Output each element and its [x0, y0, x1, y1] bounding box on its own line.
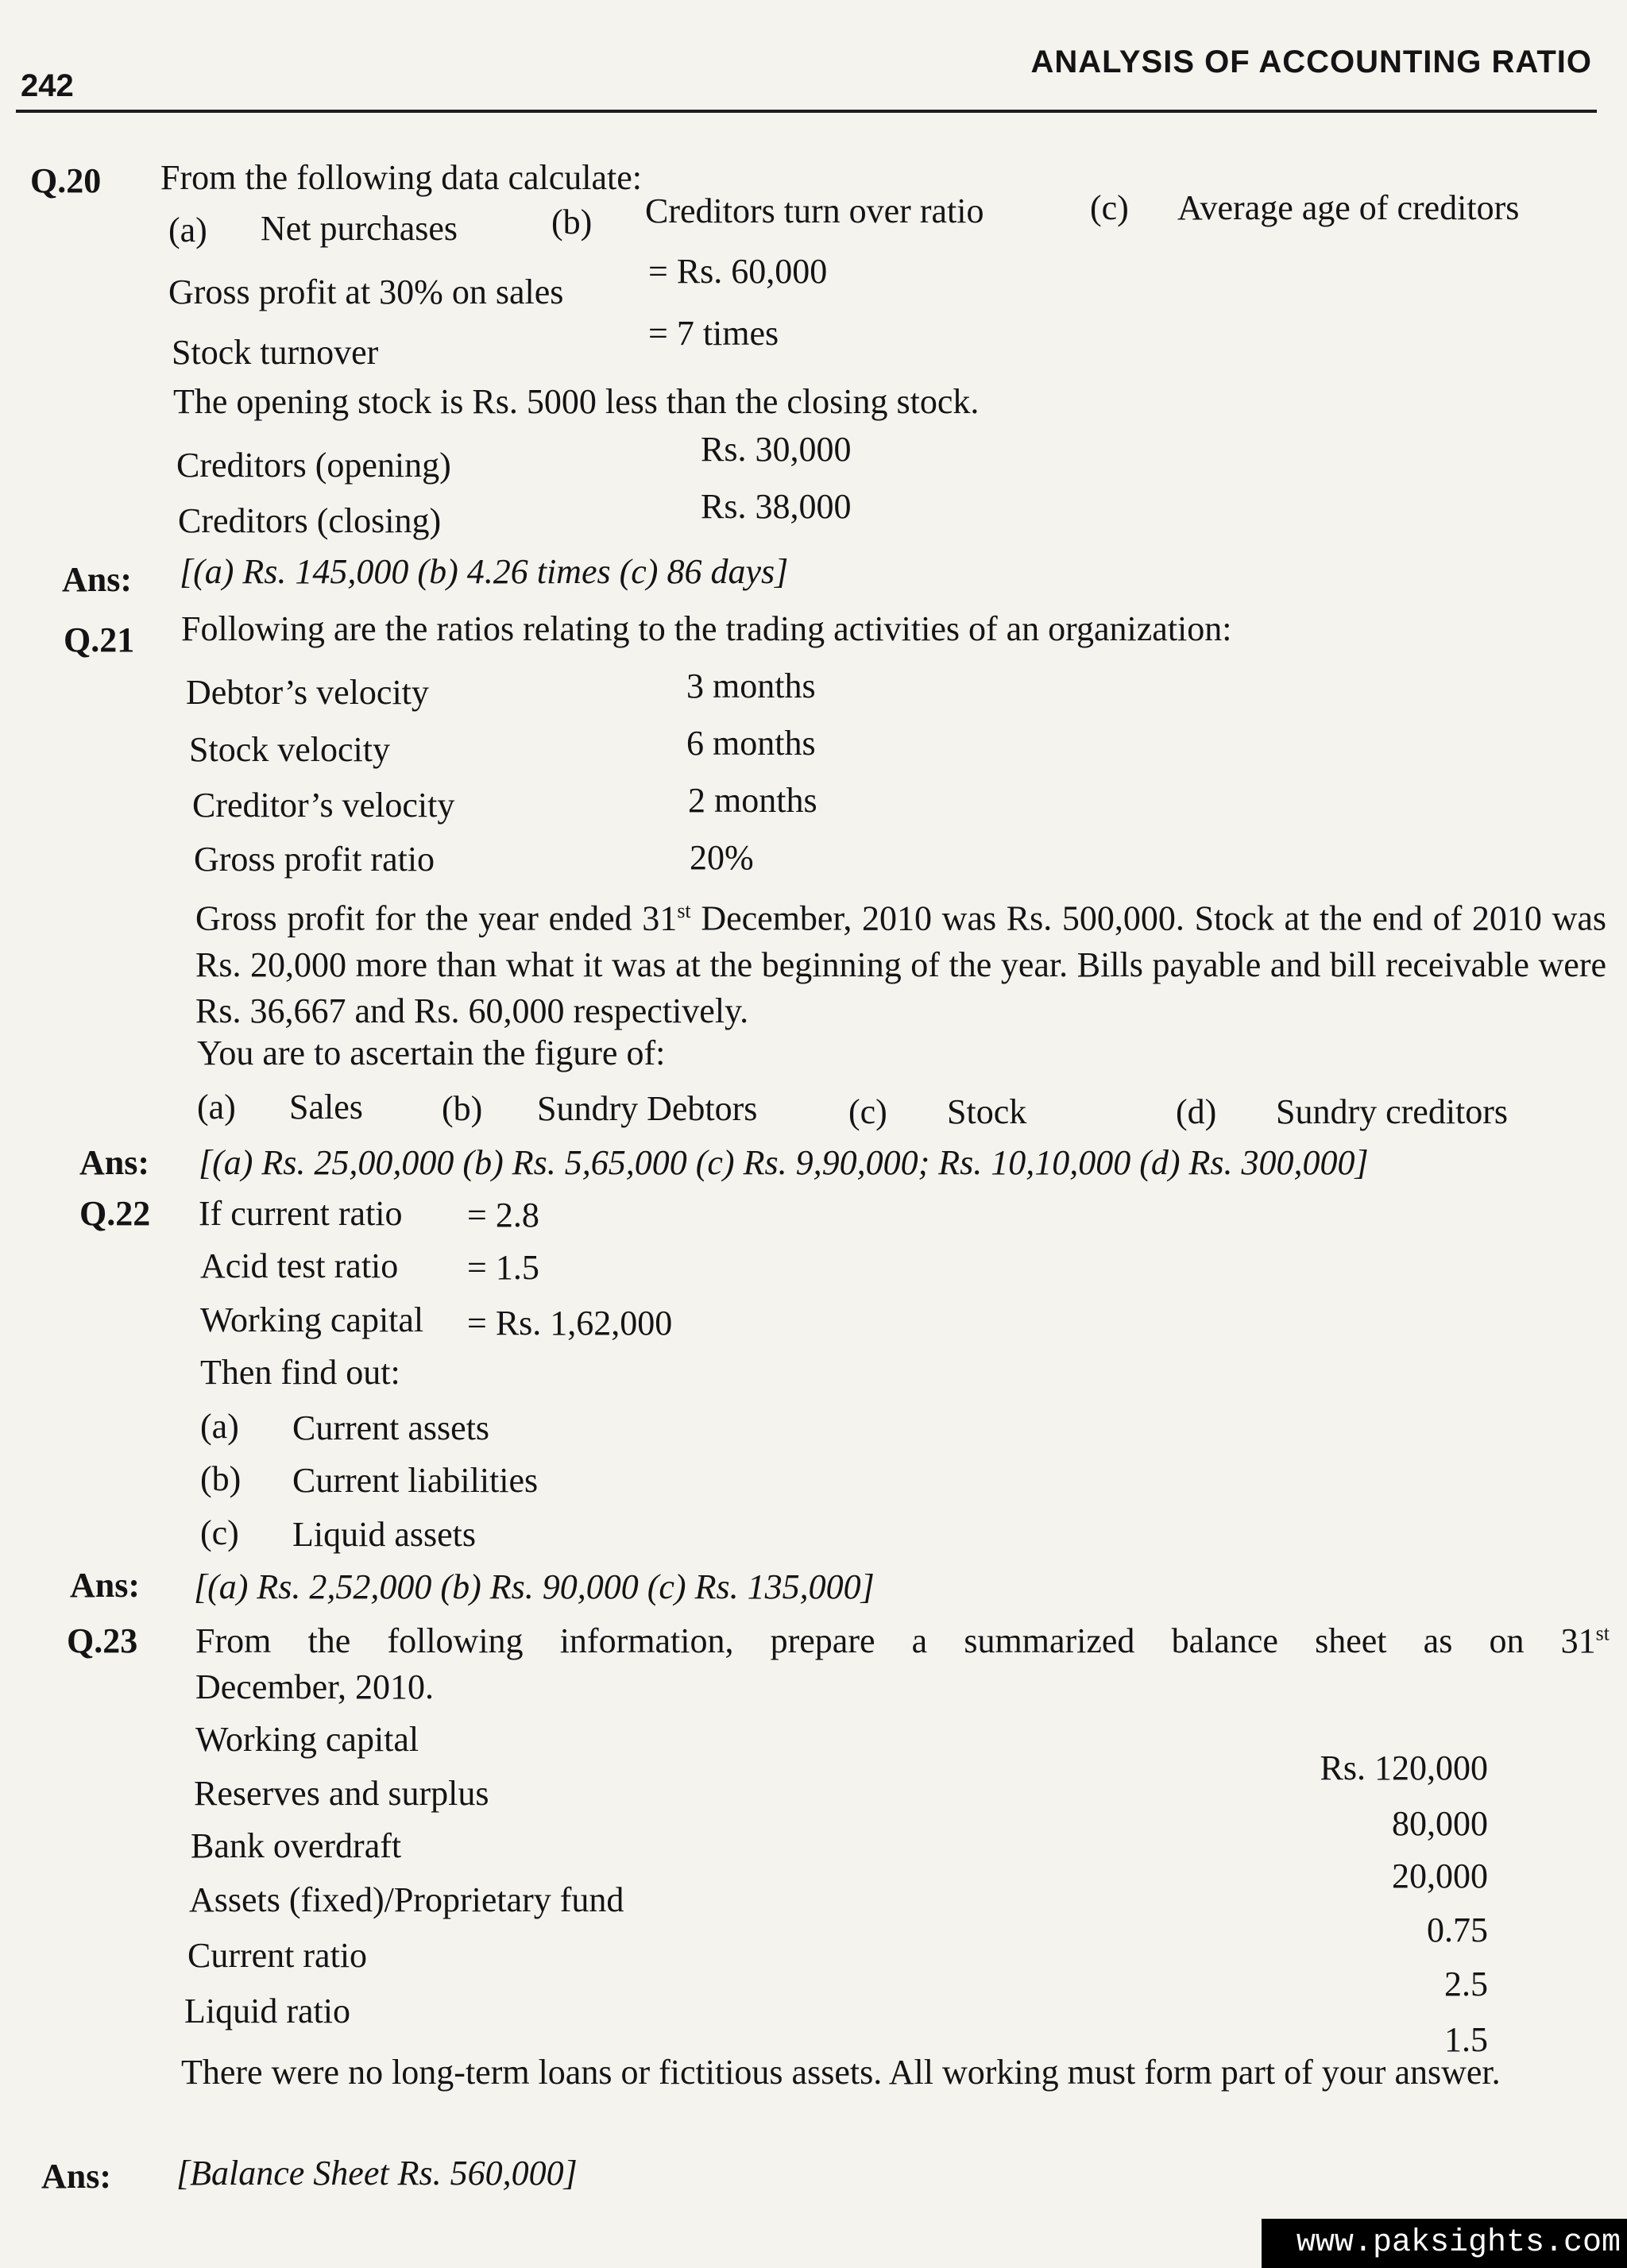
q20-creditors-opening-label: Creditors (opening): [176, 446, 451, 485]
q23-value-bank-overdraft: 20,000: [1392, 1857, 1488, 1895]
site-watermark: www.paksights.com: [1262, 2219, 1627, 2268]
q21-creditors-velocity-value: 2 months: [688, 781, 817, 820]
q23-item-current-ratio: Current ratio: [187, 1936, 368, 1975]
q22-acid-test-value: = 1.5: [467, 1248, 539, 1287]
q22-find-out: Then find out:: [200, 1353, 400, 1392]
q20-answer-label: Ans:: [62, 560, 133, 599]
q22-acid-test-label: Acid test ratio: [200, 1246, 399, 1285]
q20-answer: [(a) Rs. 145,000 (b) 4.26 times (c) 86 days]: [180, 552, 789, 591]
q21-debtors-velocity-label: Debtor’s velocity: [186, 673, 429, 712]
q21-paragraph: Gross profit for the year ended 31st December, 2010 was Rs. 500,000. Stock at the end of 2010 was Rs. 20,000 more than what it was at the beginning of the year. Bills payable and bill receivable were Rs. 36,667 and Rs. 60,000 respectively.: [195, 898, 1606, 1030]
q20-stock-turnover-label: Stock turnover: [172, 333, 379, 372]
q21-creditors-velocity-label: Creditor’s velocity: [192, 786, 455, 825]
q20-intro: From the following data calculate:: [160, 158, 643, 197]
question-number-q21: Q.21: [64, 620, 135, 659]
q23-item-working-capital: Working capital: [195, 1720, 419, 1759]
q21-option-b-letter: (b): [442, 1089, 483, 1128]
q21-option-b: Sundry Debtors: [537, 1089, 758, 1128]
running-header-title: ANALYSIS OF ACCOUNTING RATIO: [1030, 44, 1592, 79]
q20-stock-turnover-value: = 7 times: [648, 314, 779, 353]
q21-option-d-letter: (d): [1176, 1092, 1217, 1131]
q20-option-c: Average age of creditors: [1177, 188, 1520, 227]
q23-answer: [Balance Sheet Rs. 560,000]: [176, 2154, 578, 2193]
q22-current-ratio-value: = 2.8: [467, 1196, 539, 1234]
q21-option-d: Sundry creditors: [1276, 1092, 1509, 1131]
q22-answer: [(a) Rs. 2,52,000 (b) Rs. 90,000 (c) Rs. 135,000]: [194, 1567, 875, 1606]
q22-item-b: Current liabilities: [292, 1461, 539, 1500]
q20-option-c-letter: (c): [1090, 188, 1129, 227]
q20-option-b-letter: (b): [551, 203, 593, 241]
q22-item-a-letter: (a): [200, 1407, 239, 1446]
question-number-q23: Q.23: [67, 1621, 138, 1660]
q23-item-reserves: Reserves and surplus: [194, 1774, 489, 1813]
q22-current-ratio-label: If current ratio: [199, 1194, 403, 1233]
q23-intro-date: December, 2010.: [195, 1667, 435, 1706]
q22-item-c-letter: (c): [200, 1513, 239, 1552]
q22-answer-label: Ans:: [70, 1566, 141, 1605]
q23-note: There were no long-term loans or fictitious assets. All working must form part of your answer.: [181, 2053, 1501, 2092]
q21-option-a: Sales: [289, 1088, 363, 1126]
q21-option-c: Stock: [947, 1092, 1027, 1131]
q23-item-liquid-ratio: Liquid ratio: [184, 1992, 350, 2030]
q23-intro: From the following information, prepare a summarized balance sheet as on 31st: [195, 1621, 1610, 1660]
q23-value-working-capital: Rs. 120,000: [1320, 1748, 1488, 1787]
q21-intro: Following are the ratios relating to the trading activities of an organization:: [181, 609, 1232, 648]
q21-ascertain: You are to ascertain the figure of:: [197, 1034, 666, 1072]
q21-stock-velocity-label: Stock velocity: [189, 730, 390, 769]
question-number-q20: Q.20: [30, 161, 102, 200]
q20-creditors-closing-value: Rs. 38,000: [701, 487, 852, 526]
q23-value-reserves: 80,000: [1392, 1804, 1488, 1843]
q21-option-a-letter: (a): [197, 1088, 236, 1126]
q22-item-b-letter: (b): [200, 1459, 242, 1498]
q20-option-b: Creditors turn over ratio: [645, 191, 984, 230]
q20-gross-profit-value: = Rs. 60,000: [648, 252, 828, 291]
q21-gross-profit-ratio-value: 20%: [690, 838, 754, 877]
q22-working-capital-label: Working capital: [200, 1300, 424, 1339]
q23-value-fixed-assets: 0.75: [1427, 1911, 1488, 1949]
page-number: 242: [21, 68, 74, 103]
q20-option-a: Net purchases: [261, 209, 458, 248]
q23-item-bank-overdraft: Bank overdraft: [191, 1826, 402, 1865]
q21-debtors-velocity-value: 3 months: [686, 666, 816, 705]
q20-creditors-closing-label: Creditors (closing): [178, 501, 442, 540]
q20-option-a-letter: (a): [168, 211, 207, 249]
q22-item-a: Current assets: [292, 1408, 490, 1447]
q21-answer: [(a) Rs. 25,00,000 (b) Rs. 5,65,000 (c) Rs. 9,90,000; Rs. 10,10,000 (d) Rs. 300,000]: [199, 1143, 1369, 1182]
q20-stock-note: The opening stock is Rs. 5000 less than the closing stock.: [173, 382, 980, 421]
q21-stock-velocity-value: 6 months: [686, 724, 816, 763]
q23-item-fixed-assets: Assets (fixed)/Proprietary fund: [189, 1880, 624, 1919]
q21-gross-profit-ratio-label: Gross profit ratio: [194, 840, 435, 879]
question-number-q22: Q.22: [79, 1194, 151, 1233]
q22-item-c: Liquid assets: [292, 1515, 476, 1554]
q21-answer-label: Ans:: [79, 1143, 150, 1182]
q20-creditors-opening-value: Rs. 30,000: [701, 430, 852, 469]
q22-working-capital-value: = Rs. 1,62,000: [467, 1304, 673, 1343]
q21-option-c-letter: (c): [848, 1092, 887, 1131]
q23-value-current-ratio: 2.5: [1444, 1965, 1488, 2003]
header-rule: [16, 110, 1597, 113]
q20-gross-profit-label: Gross profit at 30% on sales: [168, 272, 564, 311]
q23-answer-label: Ans:: [41, 2157, 112, 2196]
q23-value-liquid-ratio: 1.5: [1444, 2020, 1488, 2059]
